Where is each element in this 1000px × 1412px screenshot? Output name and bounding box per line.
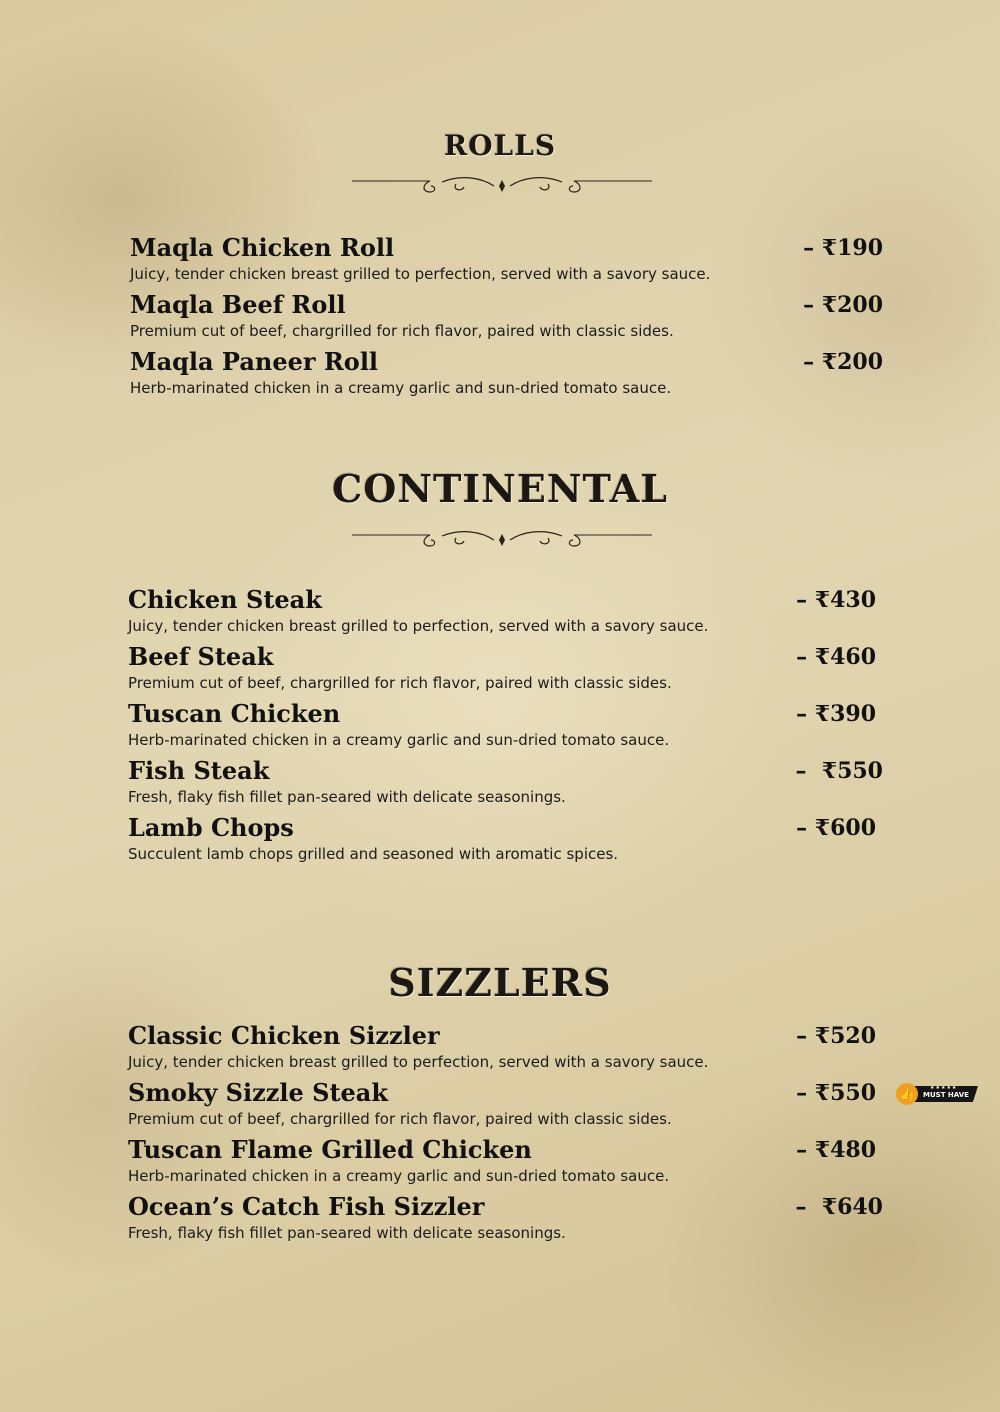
item-name: Tuscan Chicken xyxy=(128,699,341,728)
menu-item xyxy=(0,234,1000,290)
badge-stars: ★★★★★ xyxy=(930,1085,958,1091)
item-description: Premium cut of beef, chargrilled for rich flavor, paired with classic sides. xyxy=(130,322,674,340)
item-description: Premium cut of beef, chargrilled for rich flavor, paired with classic sides. xyxy=(128,1110,672,1128)
item-price: – ₹550 xyxy=(795,758,883,784)
menu-item xyxy=(0,348,1000,404)
item-name: Tuscan Flame Grilled Chicken xyxy=(128,1135,532,1164)
menu-item xyxy=(0,1193,1000,1249)
item-name: Lamb Chops xyxy=(128,813,294,842)
item-price: – ₹390 xyxy=(796,701,876,727)
item-name: Chicken Steak xyxy=(128,585,322,614)
item-price: – ₹520 xyxy=(796,1023,876,1049)
menu-item xyxy=(0,700,1000,756)
item-description: Fresh, flaky fish fillet pan-seared with delicate seasonings. xyxy=(128,788,566,806)
menu-item xyxy=(0,814,1000,870)
section-title-continental: CONTINENTAL xyxy=(332,466,668,511)
item-name: Maqla Chicken Roll xyxy=(130,233,395,262)
item-description: Premium cut of beef, chargrilled for rich flavor, paired with classic sides. xyxy=(128,674,672,692)
item-description: Juicy, tender chicken breast grilled to perfection, served with a savory sauce. xyxy=(130,265,711,283)
menu-item xyxy=(0,757,1000,813)
item-description: Juicy, tender chicken breast grilled to perfection, served with a savory sauce. xyxy=(128,1053,709,1071)
item-price: – ₹200 xyxy=(803,349,883,375)
item-name: Maqla Beef Roll xyxy=(130,290,346,319)
item-name: Beef Steak xyxy=(128,642,274,671)
section-title-rolls: ROLLS xyxy=(443,129,557,162)
menu-item xyxy=(0,586,1000,642)
item-name: Fish Steak xyxy=(128,756,270,785)
ornament-divider xyxy=(352,174,652,198)
ornament-divider xyxy=(352,528,652,552)
item-name: Classic Chicken Sizzler xyxy=(128,1021,440,1050)
item-description: Herb-marinated chicken in a creamy garlic and sun-dried tomato sauce. xyxy=(128,731,670,749)
menu-item xyxy=(0,291,1000,347)
menu-item xyxy=(0,1022,1000,1078)
must-have-badge xyxy=(896,1083,980,1105)
menu-item xyxy=(0,1079,1000,1135)
item-price: – ₹200 xyxy=(803,292,883,318)
thumbs-up-icon: 👍 xyxy=(896,1083,918,1105)
item-price: – ₹480 xyxy=(796,1137,876,1163)
item-description: Herb-marinated chicken in a creamy garlic and sun-dried tomato sauce. xyxy=(130,379,672,397)
item-description: Fresh, flaky fish fillet pan-seared with delicate seasonings. xyxy=(128,1224,566,1242)
badge-label: MUST HAVE xyxy=(923,1091,969,1099)
item-price: – ₹190 xyxy=(803,235,883,261)
item-price: – ₹640 xyxy=(795,1194,883,1220)
item-name: Maqla Paneer Roll xyxy=(130,347,379,376)
item-price: – ₹550 xyxy=(796,1080,876,1106)
item-price: – ₹430 xyxy=(796,587,876,613)
section-title-sizzlers: SIZZLERS xyxy=(388,960,612,1005)
item-name: Smoky Sizzle Steak xyxy=(128,1078,388,1107)
menu-item xyxy=(0,643,1000,699)
item-price: – ₹600 xyxy=(796,815,876,841)
item-description: Juicy, tender chicken breast grilled to perfection, served with a savory sauce. xyxy=(128,617,709,635)
menu-item xyxy=(0,1136,1000,1192)
item-description: Herb-marinated chicken in a creamy garlic and sun-dried tomato sauce. xyxy=(128,1167,670,1185)
item-description: Succulent lamb chops grilled and seasoned with aromatic spices. xyxy=(128,845,619,863)
item-name: Ocean’s Catch Fish Sizzler xyxy=(128,1192,485,1221)
item-price: – ₹460 xyxy=(796,644,876,670)
